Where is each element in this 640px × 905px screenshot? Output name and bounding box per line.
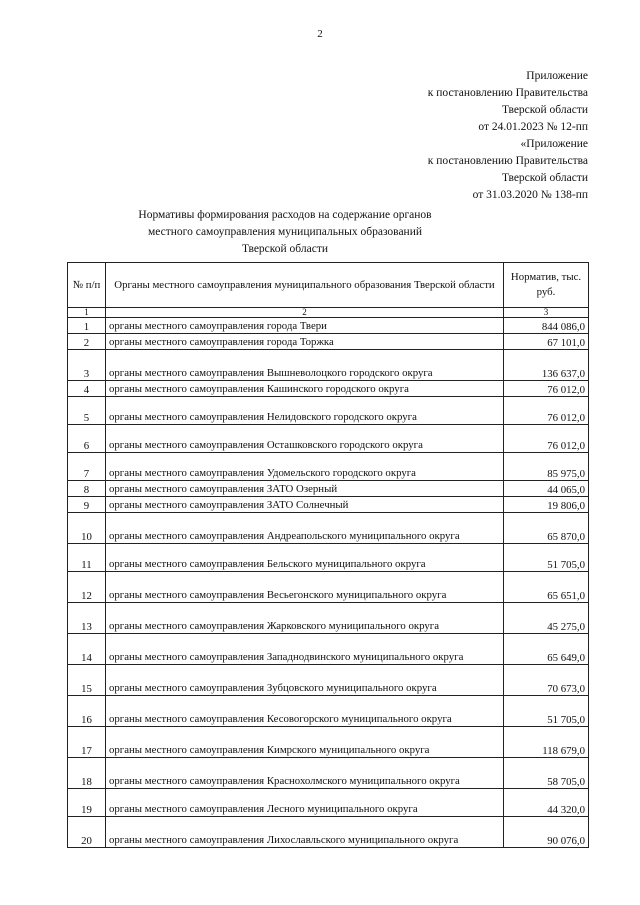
row-number: 18 [68,758,106,789]
document-title [100,207,470,258]
row-norm-value: 51 705,0 [504,696,589,727]
table-row [68,817,589,848]
table-row [68,513,589,544]
row-number: 4 [68,381,106,397]
row-norm-value: 76 012,0 [504,425,589,453]
row-number: 17 [68,727,106,758]
table-row [68,634,589,665]
row-norm-value: 51 705,0 [504,544,589,572]
row-number: 12 [68,572,106,603]
appendix-line: Тверской области [502,172,588,184]
table-header-row [68,263,589,308]
row-organ-name: органы местного самоуправления Кимрского муниципального округа [106,727,504,758]
row-number: 2 [68,334,106,350]
table-row [68,727,589,758]
column-index: 1 [68,308,106,318]
column-index-row [68,308,589,318]
page-number: 2 [317,28,323,40]
row-norm-value: 90 076,0 [504,817,589,848]
row-number: 8 [68,481,106,497]
title-line: Тверской области [242,243,328,255]
row-norm-value: 118 679,0 [504,727,589,758]
table-row [68,665,589,696]
row-number: 1 [68,318,106,334]
row-organ-name: органы местного самоуправления города Торжка [106,334,504,350]
row-organ-name: органы местного самоуправления города Твери [106,318,504,334]
row-organ-name: органы местного самоуправления Бельского муниципального округа [106,544,504,572]
table-body [68,308,589,848]
row-norm-value: 65 649,0 [504,634,589,665]
table-row [68,572,589,603]
appendix-line: Приложение [526,70,588,82]
row-number: 5 [68,397,106,425]
row-norm-value: 58 705,0 [504,758,589,789]
row-organ-name: органы местного самоуправления Кесовогорского муниципального округа [106,696,504,727]
row-norm-value: 44 065,0 [504,481,589,497]
column-index: 2 [106,308,504,318]
header-norm: Норматив, тыс. руб. [504,263,589,308]
row-norm-value: 85 975,0 [504,453,589,481]
title-line: Нормативы формирования расходов на содержание органов [138,209,432,221]
row-norm-value: 65 870,0 [504,513,589,544]
table-row [68,425,589,453]
norms-table [67,262,589,848]
row-organ-name: органы местного самоуправления Вышневолоцкого городского округа [106,350,504,381]
appendix-line: к постановлению Правительства [427,155,588,167]
row-organ-name: органы местного самоуправления Андреапольского муниципального округа [106,513,504,544]
appendix-line: Тверской области [502,104,588,116]
row-norm-value: 19 806,0 [504,497,589,513]
row-number: 15 [68,665,106,696]
title-line: местного самоуправления муниципальных образований [147,226,423,238]
row-number: 3 [68,350,106,381]
table-row [68,481,589,497]
table-row [68,758,589,789]
appendix-line: к постановлению Правительства [427,87,588,99]
row-number: 9 [68,497,106,513]
row-number: 16 [68,696,106,727]
row-organ-name: органы местного самоуправления Лихославльского муниципального округа [106,817,504,848]
row-norm-value: 844 086,0 [504,318,589,334]
row-norm-value: 76 012,0 [504,381,589,397]
row-organ-name: органы местного самоуправления Весьегонского муниципального округа [106,572,504,603]
row-organ-name: органы местного самоуправления Жарковского муниципального округа [106,603,504,634]
table-row [68,318,589,334]
row-organ-name: органы местного самоуправления Лесного муниципального округа [106,789,504,817]
row-number: 13 [68,603,106,634]
row-norm-value: 67 101,0 [504,334,589,350]
row-organ-name: органы местного самоуправления Зубцовского муниципального округа [106,665,504,696]
row-organ-name: органы местного самоуправления Осташковского городского округа [106,425,504,453]
row-norm-value: 45 275,0 [504,603,589,634]
appendix-line: «Приложение [520,138,588,150]
row-norm-value: 65 651,0 [504,572,589,603]
row-norm-value: 136 637,0 [504,350,589,381]
header-number: № п/п [68,263,106,308]
appendix-block [428,68,588,204]
row-organ-name: органы местного самоуправления Краснохолмского муниципального округа [106,758,504,789]
row-organ-name: органы местного самоуправления Нелидовского городского округа [106,397,504,425]
row-number: 14 [68,634,106,665]
table-row [68,789,589,817]
table-row [68,381,589,397]
row-organ-name: органы местного самоуправления ЗАТО Солнечный [106,497,504,513]
row-number: 19 [68,789,106,817]
row-norm-value: 76 012,0 [504,397,589,425]
row-norm-value: 70 673,0 [504,665,589,696]
row-organ-name: органы местного самоуправления ЗАТО Озерный [106,481,504,497]
table-row [68,544,589,572]
row-organ-name: органы местного самоуправления Западнодвинского муниципального округа [106,634,504,665]
table-row [68,603,589,634]
table-row [68,350,589,381]
table-row [68,397,589,425]
row-number: 7 [68,453,106,481]
appendix-line: от 31.03.2020 № 138-пп [472,189,588,201]
table-row [68,334,589,350]
row-number: 10 [68,513,106,544]
table-row [68,696,589,727]
row-norm-value: 44 320,0 [504,789,589,817]
column-index: 3 [504,308,589,318]
row-organ-name: органы местного самоуправления Кашинского городского округа [106,381,504,397]
row-number: 11 [68,544,106,572]
row-organ-name: органы местного самоуправления Удомельского городского округа [106,453,504,481]
row-number: 6 [68,425,106,453]
row-number: 20 [68,817,106,848]
table-row [68,453,589,481]
table-row [68,497,589,513]
appendix-line: от 24.01.2023 № 12-пп [478,121,588,133]
header-organ: Органы местного самоуправления муниципального образования Тверской области [106,263,504,308]
